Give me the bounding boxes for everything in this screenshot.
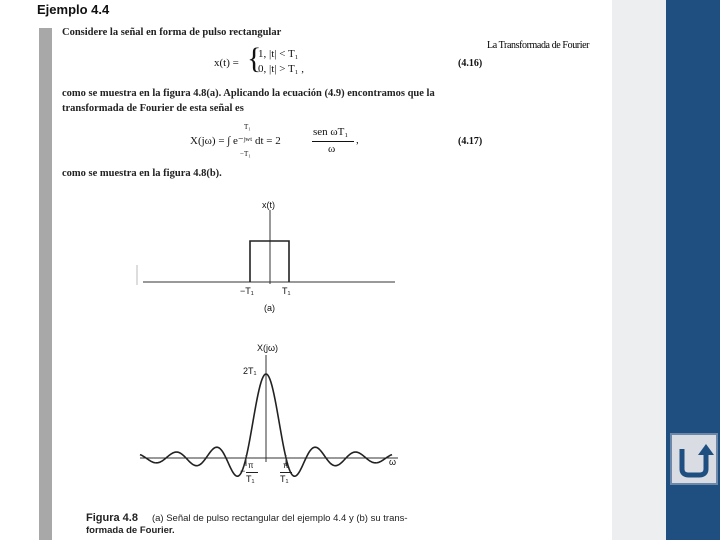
caption-line2: formada de Fourier. bbox=[86, 525, 175, 536]
eq2-number: (4.17) bbox=[458, 136, 483, 147]
eq1-lhs: x(t) = bbox=[214, 57, 239, 69]
para1-line2: transformada de Fourier de esta señal es bbox=[62, 103, 244, 114]
fig-b-tick-right-bar bbox=[280, 472, 292, 473]
fig-a-tick-left: −T₁ bbox=[240, 286, 254, 296]
eq2-frac-num: sen ωT₁ bbox=[313, 126, 349, 138]
fig-b-x-label: ω bbox=[389, 457, 397, 467]
fig-b-tick-left-bar bbox=[246, 472, 258, 473]
para1-line1: como se muestra en la figura 4.8(a). Aplicando la ecuación (4.9) encontramos que la bbox=[62, 88, 435, 99]
eq2-lower-limit: −T₁ bbox=[240, 150, 251, 158]
eq1-number: (4.16) bbox=[458, 58, 483, 69]
figure-caption bbox=[86, 512, 408, 537]
para2: como se muestra en la figura 4.8(b). bbox=[62, 168, 222, 179]
eq1-brace: { bbox=[247, 42, 262, 75]
fig-a-tick-right: T₁ bbox=[282, 286, 291, 296]
eq2-tail: , bbox=[356, 134, 359, 146]
eq2-upper-limit: T₁ bbox=[244, 123, 251, 131]
eq1-case2: 0, |t| > T₁ , bbox=[258, 63, 305, 75]
fig-b-tick-left-den: T₁ bbox=[246, 474, 255, 484]
fig-b-y-label: X(jω) bbox=[257, 343, 279, 353]
example-heading: Ejemplo 4.4 bbox=[37, 2, 110, 17]
fig-b-tick-left-num: π bbox=[248, 461, 254, 470]
eq2-text: X(jω) = ∫ e⁻ʲʷᵗ dt = 2 bbox=[190, 135, 281, 147]
fig-a-y-label: x(t) bbox=[262, 200, 275, 210]
fig-b-tick-right-num: π bbox=[283, 461, 289, 470]
eq1-case1: 1, |t| < T₁ bbox=[258, 48, 299, 60]
fig-b-peak-label: 2T₁ bbox=[243, 366, 257, 376]
intro-text: Considere la señal en forma de pulso rectangular bbox=[62, 27, 282, 38]
eq2-frac-den: ω bbox=[328, 143, 336, 155]
fig-b-tick-left-sign: − bbox=[240, 466, 246, 476]
slide-title: La Transformada de Fourier bbox=[487, 40, 590, 51]
caption-figure-number: Figura 4.8 bbox=[86, 512, 138, 524]
fig-b-tick-right-den: T₁ bbox=[280, 474, 289, 484]
caption-line1: (a) Señal de pulso rectangular del ejemplo 4.4 y (b) su trans- bbox=[151, 513, 408, 524]
fig-a-sub-label: (a) bbox=[264, 303, 275, 313]
